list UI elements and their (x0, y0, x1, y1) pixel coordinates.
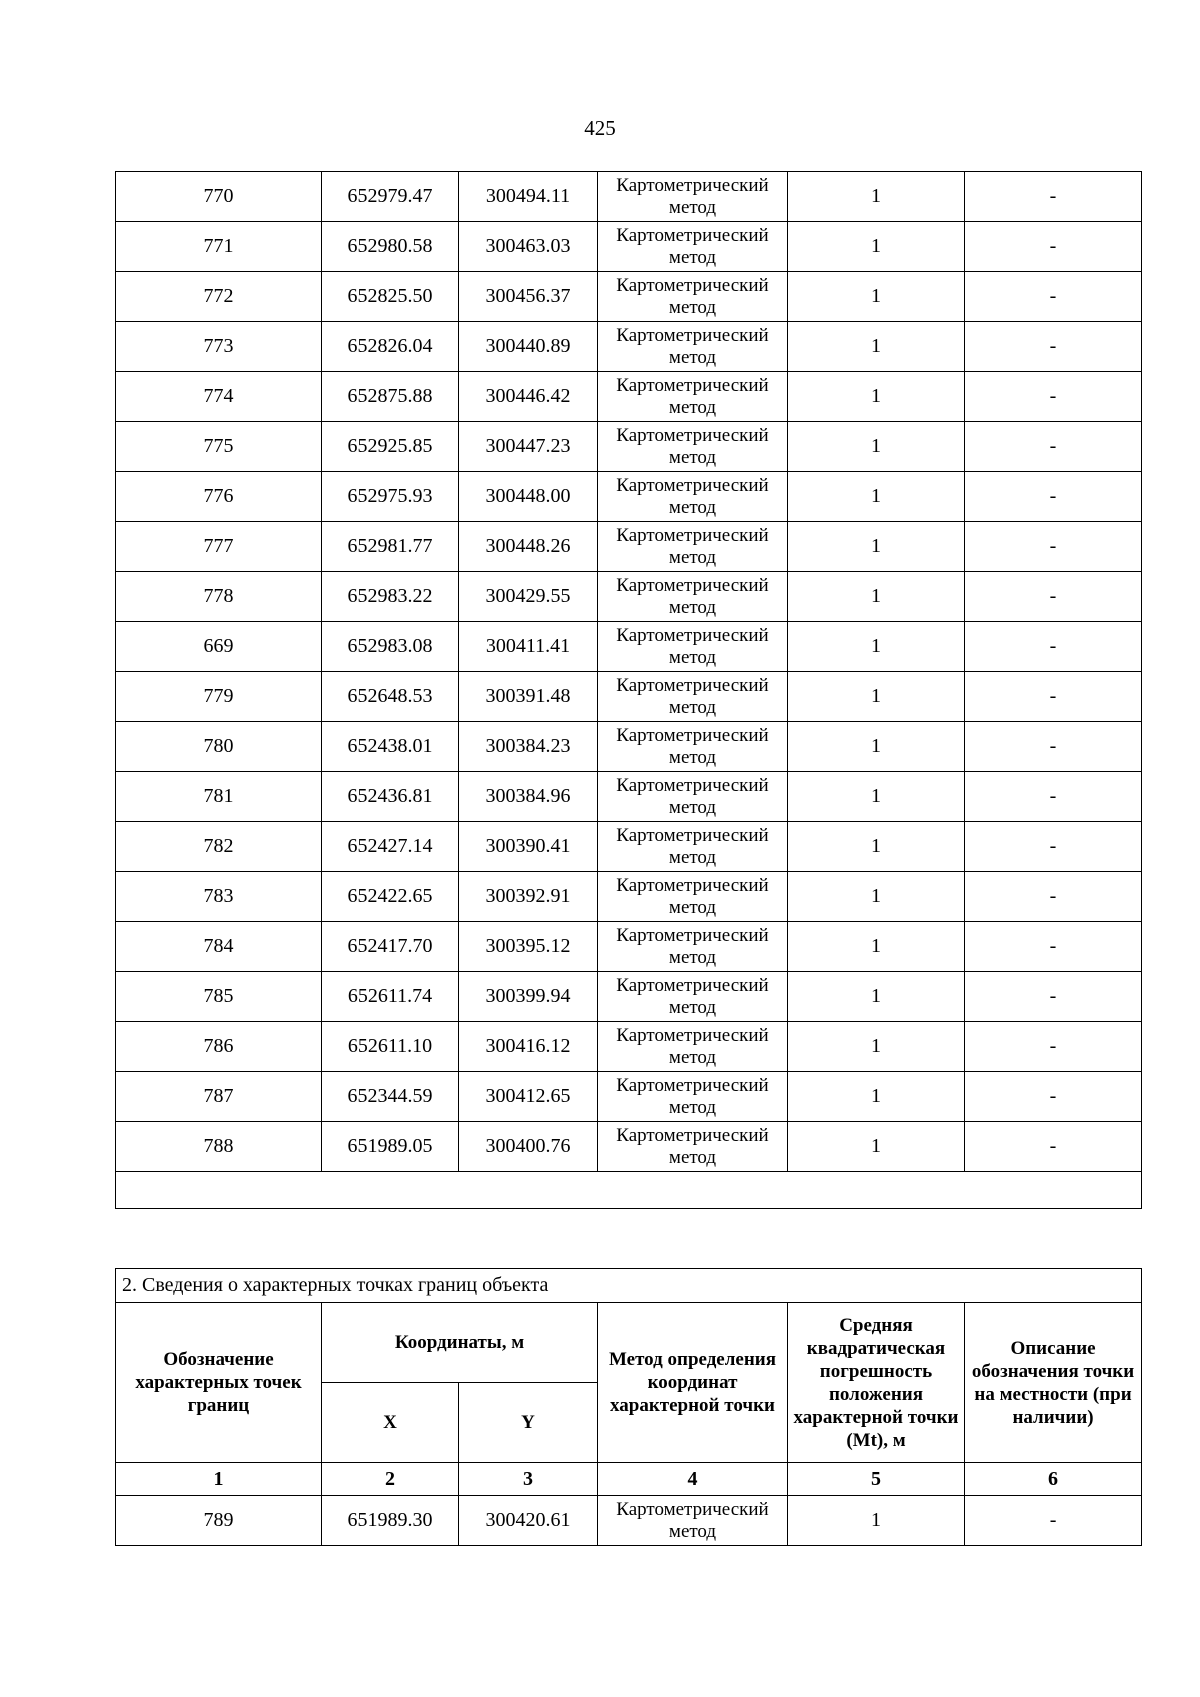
coord-y: 300416.12 (459, 1022, 598, 1072)
method: Картометрический метод (598, 272, 788, 322)
method: Картометрический метод (598, 472, 788, 522)
column-number: 2 (322, 1463, 459, 1496)
point-id: 775 (116, 422, 322, 472)
description: - (965, 1496, 1142, 1546)
coord-y: 300391.48 (459, 672, 598, 722)
accuracy: 1 (788, 772, 965, 822)
description: - (965, 1022, 1142, 1072)
method: Картометрический метод (598, 522, 788, 572)
header-point: Обозначение характерных точек границ (116, 1303, 322, 1463)
point-id: 781 (116, 772, 322, 822)
method: Картометрический метод (598, 972, 788, 1022)
coord-x: 652980.58 (322, 222, 459, 272)
description: - (965, 872, 1142, 922)
description: - (965, 722, 1142, 772)
point-id: 777 (116, 522, 322, 572)
accuracy: 1 (788, 222, 965, 272)
header-method: Метод определения координат характерной точки (598, 1303, 788, 1463)
header-accuracy: Средняя квадратическая погрешность положения характерной точки (Mt), м (788, 1303, 965, 1463)
accuracy: 1 (788, 372, 965, 422)
header-x: X (322, 1383, 459, 1463)
description: - (965, 472, 1142, 522)
header-description: Описание обозначения точки на местности (при наличии) (965, 1303, 1142, 1463)
table-row (116, 372, 1142, 422)
coord-x: 652611.10 (322, 1022, 459, 1072)
method: Картометрический метод (598, 572, 788, 622)
table-row (116, 622, 1142, 672)
header-coordinates: Координаты, м (322, 1303, 598, 1383)
coord-y: 300440.89 (459, 322, 598, 372)
coord-x: 652825.50 (322, 272, 459, 322)
point-id: 669 (116, 622, 322, 672)
coord-y: 300446.42 (459, 372, 598, 422)
coord-x: 652826.04 (322, 322, 459, 372)
description: - (965, 1072, 1142, 1122)
coord-y: 300384.96 (459, 772, 598, 822)
description: - (965, 922, 1142, 972)
description: - (965, 622, 1142, 672)
coord-x: 652438.01 (322, 722, 459, 772)
accuracy: 1 (788, 1122, 965, 1172)
method: Картометрический метод (598, 1496, 788, 1546)
point-id: 782 (116, 822, 322, 872)
coord-y: 300400.76 (459, 1122, 598, 1172)
coord-x: 652983.22 (322, 572, 459, 622)
method: Картометрический метод (598, 772, 788, 822)
point-id: 787 (116, 1072, 322, 1122)
table-row (116, 922, 1142, 972)
table-row (116, 172, 1142, 222)
point-id: 780 (116, 722, 322, 772)
point-id: 786 (116, 1022, 322, 1072)
method: Картометрический метод (598, 622, 788, 672)
description: - (965, 972, 1142, 1022)
column-number: 3 (459, 1463, 598, 1496)
table-row (116, 522, 1142, 572)
accuracy: 1 (788, 472, 965, 522)
coord-y: 300448.00 (459, 472, 598, 522)
accuracy: 1 (788, 172, 965, 222)
column-number: 6 (965, 1463, 1142, 1496)
table-row (116, 672, 1142, 722)
coord-y: 300411.41 (459, 622, 598, 672)
method: Картометрический метод (598, 1122, 788, 1172)
table-row (116, 722, 1142, 772)
section-title: 2. Сведения о характерных точках границ объекта (116, 1269, 1142, 1303)
coord-y: 300395.12 (459, 922, 598, 972)
coord-x: 652925.85 (322, 422, 459, 472)
table-row (116, 272, 1142, 322)
description: - (965, 522, 1142, 572)
coord-y: 300463.03 (459, 222, 598, 272)
point-id: 789 (116, 1496, 322, 1546)
table-row (116, 1496, 1142, 1546)
table-row (116, 422, 1142, 472)
point-id: 771 (116, 222, 322, 272)
description: - (965, 322, 1142, 372)
description: - (965, 372, 1142, 422)
description: - (965, 422, 1142, 472)
point-id: 773 (116, 322, 322, 372)
table-row (116, 1072, 1142, 1122)
coord-x: 652436.81 (322, 772, 459, 822)
coord-x: 652422.65 (322, 872, 459, 922)
coord-x: 652983.08 (322, 622, 459, 672)
method: Картометрический метод (598, 172, 788, 222)
coord-x: 652979.47 (322, 172, 459, 222)
coord-x: 652975.93 (322, 472, 459, 522)
column-number: 1 (116, 1463, 322, 1496)
page-number: 425 (584, 116, 616, 140)
description: - (965, 822, 1142, 872)
table-row (116, 222, 1142, 272)
table-row (116, 872, 1142, 922)
coord-x: 652875.88 (322, 372, 459, 422)
accuracy: 1 (788, 1072, 965, 1122)
coord-y: 300420.61 (459, 1496, 598, 1546)
point-id: 784 (116, 922, 322, 972)
method: Картометрический метод (598, 722, 788, 772)
accuracy: 1 (788, 422, 965, 472)
coord-x: 651989.05 (322, 1122, 459, 1172)
accuracy: 1 (788, 1022, 965, 1072)
table-row (116, 322, 1142, 372)
method: Картометрический метод (598, 672, 788, 722)
coord-y: 300384.23 (459, 722, 598, 772)
coord-x: 652417.70 (322, 922, 459, 972)
column-number: 5 (788, 1463, 965, 1496)
point-id: 778 (116, 572, 322, 622)
point-id: 779 (116, 672, 322, 722)
column-number: 4 (598, 1463, 788, 1496)
description: - (965, 172, 1142, 222)
accuracy: 1 (788, 572, 965, 622)
empty-cell (116, 1172, 1142, 1209)
accuracy: 1 (788, 272, 965, 322)
accuracy: 1 (788, 822, 965, 872)
coord-x: 652344.59 (322, 1072, 459, 1122)
method: Картометрический метод (598, 222, 788, 272)
table-row (116, 572, 1142, 622)
coordinates-table (115, 171, 1142, 1209)
accuracy: 1 (788, 622, 965, 672)
accuracy: 1 (788, 322, 965, 372)
coord-x: 652648.53 (322, 672, 459, 722)
coord-y: 300447.23 (459, 422, 598, 472)
table-row (116, 822, 1142, 872)
table-row (116, 472, 1142, 522)
table-row (116, 1022, 1142, 1072)
method: Картометрический метод (598, 422, 788, 472)
description: - (965, 772, 1142, 822)
accuracy: 1 (788, 872, 965, 922)
table-row (116, 972, 1142, 1022)
method: Картометрический метод (598, 1072, 788, 1122)
description: - (965, 222, 1142, 272)
coord-x: 652981.77 (322, 522, 459, 572)
method: Картометрический метод (598, 872, 788, 922)
accuracy: 1 (788, 722, 965, 772)
coord-y: 300412.65 (459, 1072, 598, 1122)
description: - (965, 272, 1142, 322)
coord-y: 300399.94 (459, 972, 598, 1022)
coord-y: 300392.91 (459, 872, 598, 922)
description: - (965, 1122, 1142, 1172)
coord-x: 651989.30 (322, 1496, 459, 1546)
method: Картометрический метод (598, 322, 788, 372)
coord-y: 300390.41 (459, 822, 598, 872)
table-row (116, 1122, 1142, 1172)
method: Картометрический метод (598, 922, 788, 972)
accuracy: 1 (788, 522, 965, 572)
empty-row (116, 1172, 1142, 1209)
accuracy: 1 (788, 972, 965, 1022)
coord-y: 300494.11 (459, 172, 598, 222)
header-y: Y (459, 1383, 598, 1463)
method: Картометрический метод (598, 1022, 788, 1072)
boundary-points-table (115, 1268, 1142, 1546)
point-id: 776 (116, 472, 322, 522)
coord-y: 300456.37 (459, 272, 598, 322)
point-id: 783 (116, 872, 322, 922)
point-id: 788 (116, 1122, 322, 1172)
description: - (965, 572, 1142, 622)
coord-y: 300448.26 (459, 522, 598, 572)
method: Картометрический метод (598, 822, 788, 872)
coord-x: 652427.14 (322, 822, 459, 872)
coord-x: 652611.74 (322, 972, 459, 1022)
coord-y: 300429.55 (459, 572, 598, 622)
point-id: 770 (116, 172, 322, 222)
point-id: 772 (116, 272, 322, 322)
accuracy: 1 (788, 672, 965, 722)
accuracy: 1 (788, 1496, 965, 1546)
description: - (965, 672, 1142, 722)
method: Картометрический метод (598, 372, 788, 422)
point-id: 785 (116, 972, 322, 1022)
point-id: 774 (116, 372, 322, 422)
table-row (116, 772, 1142, 822)
accuracy: 1 (788, 922, 965, 972)
